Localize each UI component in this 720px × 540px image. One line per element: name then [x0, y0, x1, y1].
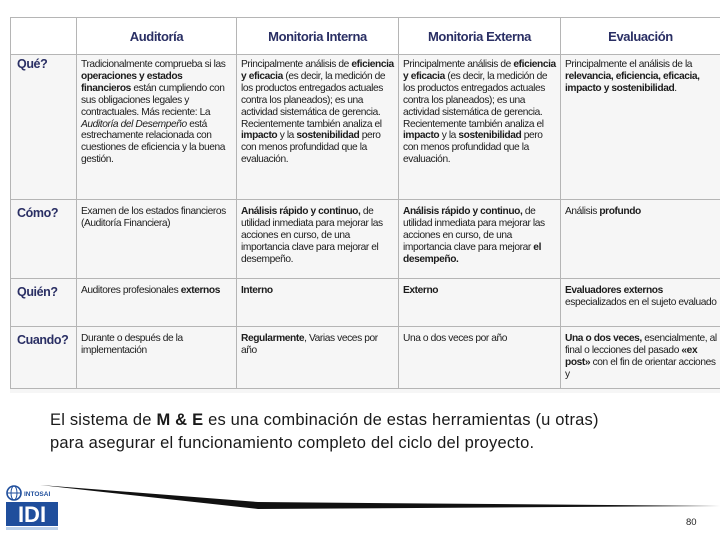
cell-text-run: de utilidad inmediata para mejorar las acciones en curso, de una importancia clave para mejorar el desempeño. — [241, 206, 383, 265]
cell-text-run: , Varias veces por año — [241, 333, 378, 356]
table-header-row — [11, 18, 720, 55]
cell-que-monitoria-interna — [237, 55, 399, 200]
cell-text-run: Una o dos veces, — [565, 333, 642, 344]
decorative-swoosh-line — [0, 480, 720, 520]
cell-text-run: Auditores profesionales — [81, 285, 181, 296]
cell-text-run: Principalmente análisis de — [403, 59, 514, 70]
summary-emphasis: M & E — [156, 411, 204, 429]
cell-como-auditoria — [77, 200, 237, 279]
header-monitoria-externa: Monitoria Externa — [399, 18, 561, 55]
cell-cuando-auditoria — [77, 327, 237, 389]
logo-graphic — [4, 482, 60, 532]
cell-text-run: operaciones y estados financieros — [81, 70, 183, 94]
comparison-table — [10, 17, 720, 389]
cell-text-run: eficiencia y eficacia — [403, 59, 556, 82]
header-corner — [11, 18, 77, 55]
cell-quien-monitoria-externa — [399, 279, 561, 327]
cell-text-run: pero con menos profundidad que la evaluación. — [403, 130, 543, 166]
cell-text-run: (es decir, la medición de los productos entregados actuales contra los planeados); es una actividad sistemática de gerencia. Recientemente también analiza el — [403, 70, 548, 130]
cell-text-run: Durante o después de la implementación — [81, 333, 183, 356]
cell-text-run: Principalmente análisis de — [241, 59, 352, 70]
cell-que-evaluacion — [561, 55, 720, 200]
page-number: 80 — [686, 517, 697, 528]
cell-text-run: (es decir, la medición de los productos entregados actuales contra los planeados); es una actividad sistemática de gerencia. Recientemente también analiza el — [241, 70, 386, 130]
cell-text-run: relevancia, eficiencia, eficacia, impacto y sostenibilidad — [565, 70, 700, 94]
header-monitoria-interna: Monitoria Interna — [237, 18, 399, 55]
summary-text — [50, 409, 710, 455]
cell-text-run: Externo — [403, 285, 439, 296]
cell-text-run: Una o dos veces por año — [403, 333, 508, 344]
cell-text-run: de utilidad inmediata para mejorar las acciones en curso, de una importancia clave para mejorar — [403, 206, 545, 253]
cell-que-monitoria-externa — [399, 55, 561, 200]
cell-text-run: el desempeño. — [403, 241, 541, 265]
cell-quien-evaluacion — [561, 279, 720, 327]
cell-text-run: y la — [439, 130, 459, 142]
logo-acronym-text: IDI — [17, 502, 47, 527]
cell-text-run: impacto — [403, 130, 440, 142]
row-label-que: Qué? — [11, 55, 77, 200]
cell-text-run: Regularmente — [241, 333, 305, 344]
cell-como-monitoria-externa — [399, 200, 561, 279]
cell-text-run: externos — [180, 285, 220, 296]
header-evaluacion: Evaluación — [561, 18, 720, 55]
cell-text-run: Análisis rápido y continuo, — [403, 206, 523, 217]
cell-text-run: con el fin de orientar acciones y — [565, 356, 716, 380]
cell-cuando-evaluacion — [561, 327, 720, 389]
table-row — [11, 200, 720, 279]
cell-text-run: Tradicionalmente comprueba si las — [81, 59, 226, 70]
intosai-idi-logo — [4, 482, 60, 532]
cell-text-run: impacto — [241, 130, 278, 142]
cell-text-run: eficiencia y eficacia — [241, 59, 394, 82]
cell-text-run: Evaluadores externos — [565, 285, 663, 296]
cell-text-run: Análisis rápido y continuo, — [241, 206, 361, 217]
cell-text-run: profundo — [599, 206, 641, 217]
cell-text-run: Auditoría del Desempeño — [81, 118, 187, 130]
row-label-quien: Quién? — [11, 279, 77, 327]
cell-como-monitoria-interna — [237, 200, 399, 279]
cell-text-run: está estrechamente relacionada con cuestiones de eficiencia y la buena gestión. — [81, 118, 226, 166]
table-row — [11, 327, 720, 389]
row-label-cuando: Cuando? — [11, 327, 77, 389]
cell-text-run: están cumpliendo con sus obligaciones legales y contractuales. Más reciente: La — [81, 82, 225, 118]
cell-text-run: Principalmente el análisis de la — [565, 59, 693, 70]
cell-como-evaluacion — [561, 200, 720, 279]
cell-quien-monitoria-interna — [237, 279, 399, 327]
cell-text-run: Examen de los estados financieros (Auditoría Financiera) — [81, 206, 226, 229]
row-label-como: Cómo? — [11, 200, 77, 279]
cell-text-run: . — [674, 82, 677, 94]
summary-line1-before: El sistema de — [50, 411, 157, 429]
table-row — [11, 279, 720, 327]
cell-que-auditoria — [77, 55, 237, 200]
cell-cuando-monitoria-interna — [237, 327, 399, 389]
header-auditoria: Auditoría — [77, 18, 237, 55]
comparison-table-container — [10, 17, 720, 393]
summary-line2: para asegurar el funcionamiento completo del ciclo del proyecto. — [50, 434, 535, 452]
summary-line1-after: es una combinación de estas herramientas (u otras) — [203, 411, 599, 429]
cell-text-run: esencialmente, al final o lecciones del pasado — [565, 333, 717, 356]
table-row — [11, 55, 720, 200]
cell-text-run: especializados en el sujeto evaluado — [565, 296, 717, 308]
cell-cuando-monitoria-externa — [399, 327, 561, 389]
cell-text-run: sostenibilidad — [458, 130, 522, 142]
cell-text-run: Interno — [241, 285, 273, 296]
cell-text-run: pero con menos profundidad que la evaluación. — [241, 130, 381, 166]
cell-text-run: «ex post» — [565, 344, 698, 368]
logo-org-text: INTOSAI — [24, 491, 51, 498]
cell-quien-auditoria — [77, 279, 237, 327]
cell-text-run: sostenibilidad — [296, 130, 360, 142]
cell-text-run: Análisis — [565, 206, 600, 217]
cell-text-run: y la — [277, 130, 297, 142]
